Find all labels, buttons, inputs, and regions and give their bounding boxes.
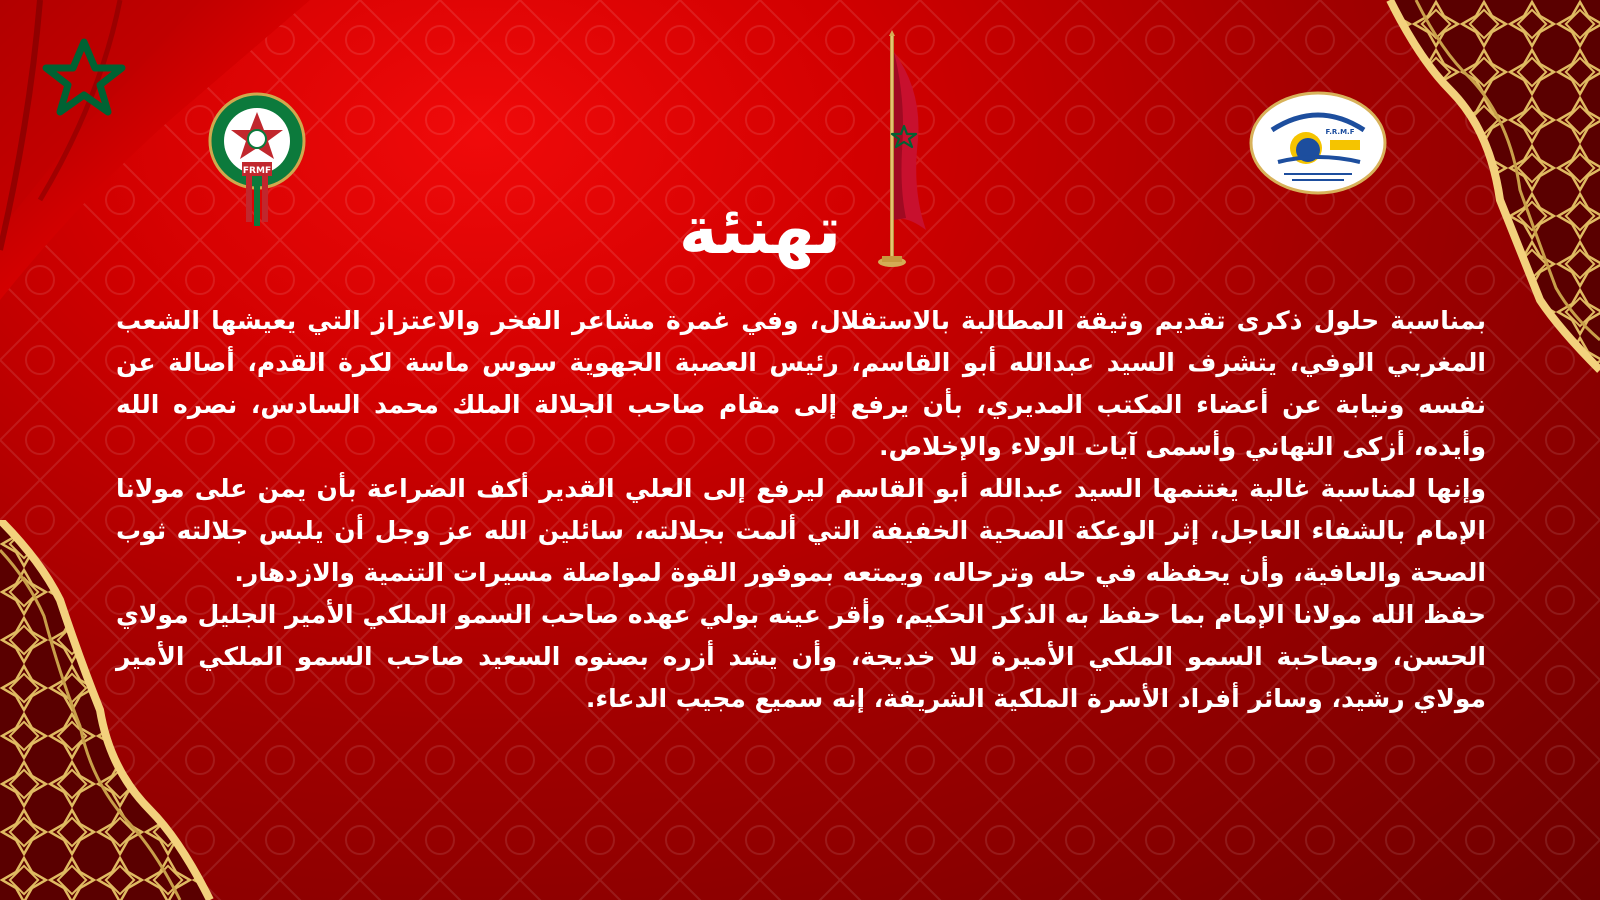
paragraph-3: حفظ الله مولانا الإمام بما حفظ به الذكر الحكيم، وأقر عينه بولي عهده صاحب السمو الملكي الأمير الجليل مولاي الحسن، وبصاحبة السمو الملكي الأميرة للا خديجة، وأن يشد أزره بصنوه السعيد صاحب السمو الملكي الأمير مولاي رشيد، وسائر أفراد الأسرة الملكية الشريفة، إنه سميع مجيب الدعاء. xyxy=(116,600,1486,713)
league-logo-text: F.R.M.F xyxy=(1325,128,1355,136)
frmf-logo-text: FRMF xyxy=(242,166,272,176)
congratulation-text xyxy=(116,300,1486,720)
league-logo-icon xyxy=(1248,90,1388,196)
paragraph-2: وإنها لمناسبة غالية يغتنمها السيد عبدالله أبو القاسم ليرفع إلى العلي القدير أكف الضراعة بأن يمن على مولانا الإمام بالشفاء العاجل، إثر الوعكة الصحية الخفيفة التي ألمت بجلالته، سائلين الله عز وجل أن يلبس جلالته ثوب الصحة والعافية، وأن يحفظه في حله وترحاله، ويمتعه بموفور القوة لمواصلة مسيرات التنمية والازدهار. xyxy=(116,474,1486,587)
flagpole-icon xyxy=(876,30,946,270)
paragraph-1: بمناسبة حلول ذكرى تقديم وثيقة المطالبة بالاستقلال، وفي غمرة مشاعر الفخر والاعتزاز التي يعيشها الشعب المغربي الوفي، يتشرف السيد عبدالله أبو القاسم، رئيس العصبة الجهوية سوس ماسة لكرة القدم، أصالة عن نفسه ونيابة عن أعضاء المكتب المديري، بأن يرفع إلى مقام صاحب الجلالة الملك محمد السادس، نصره الله وأيده، أزكى التهاني وأسمى آيات الولاء والإخلاص. xyxy=(116,306,1486,461)
frmf-logo-icon xyxy=(208,92,306,227)
page-title: تهنئة xyxy=(678,192,842,269)
